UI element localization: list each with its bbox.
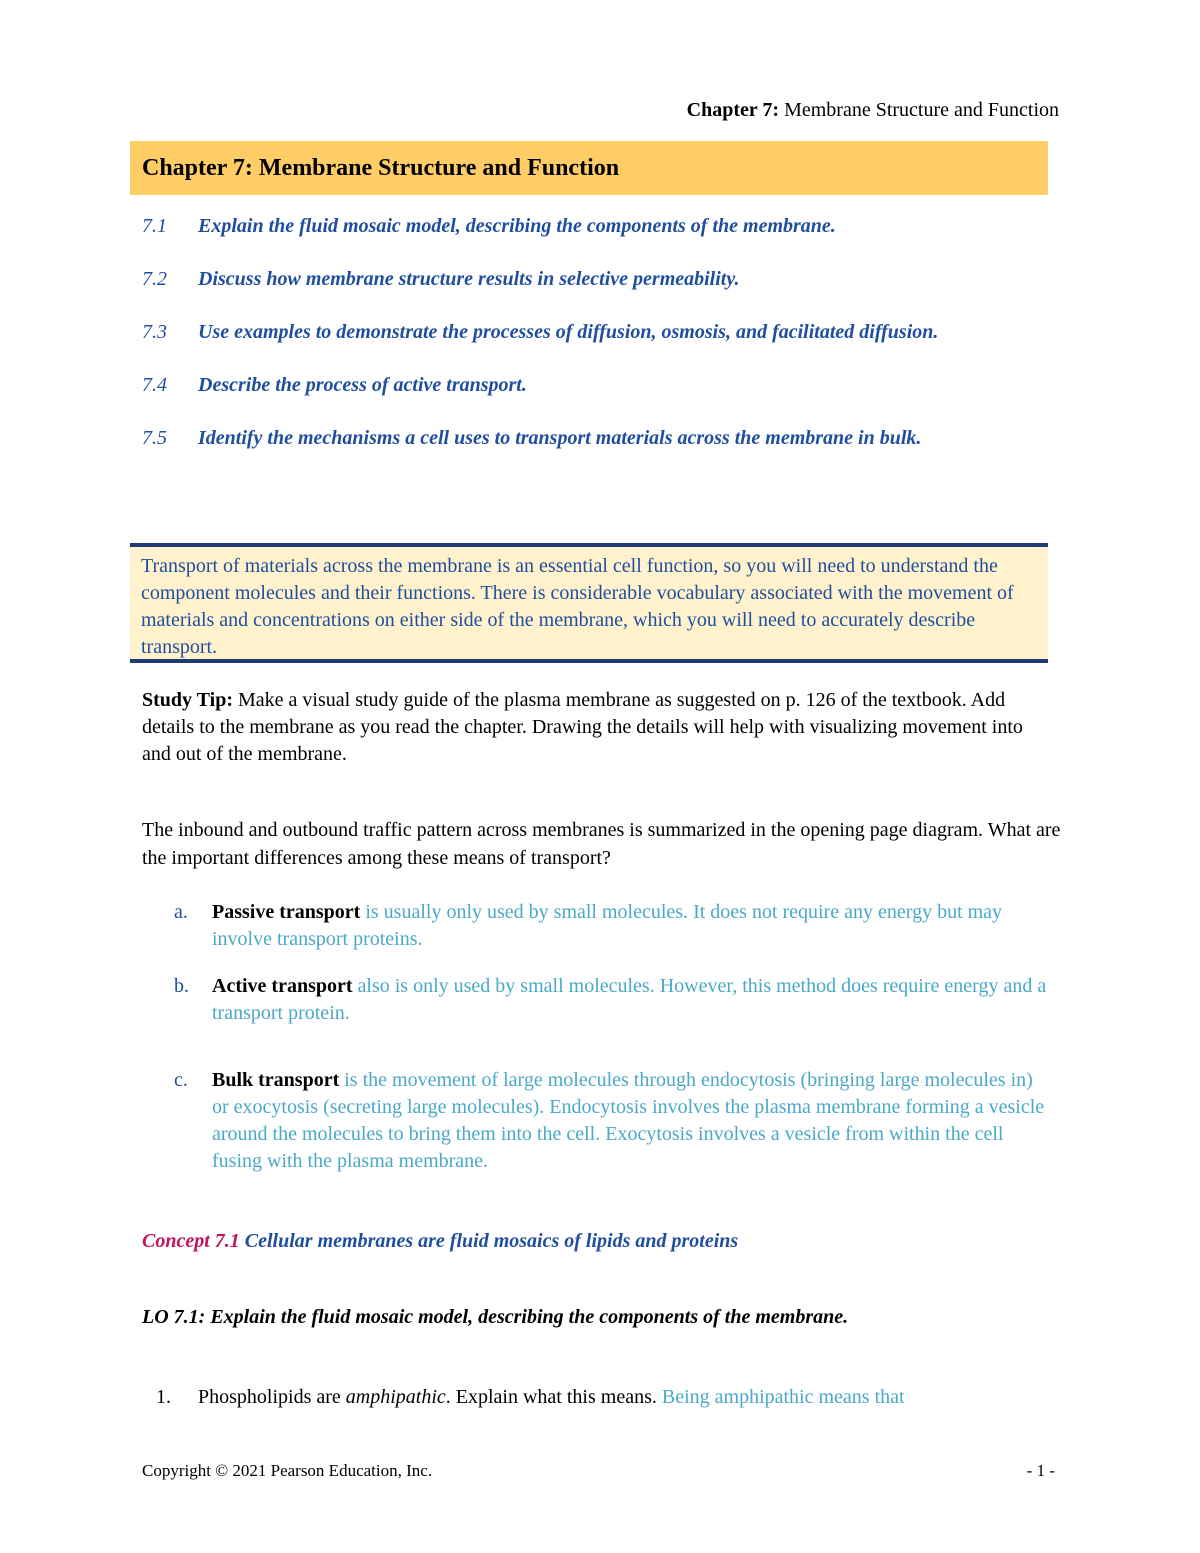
answer-text: is the movement of large molecules through endocytosis (bringing large molecules in) or exocytosis (secreting large molecules). Endocytosis involves the plasma membrane forming a vesicle around the molecules to bring them into the cell. Exocytosis involves a vesicle from within the cell fusing with the plasma membrane. (212, 1069, 1045, 1172)
running-header-title: Membrane Structure and Function (779, 99, 1059, 121)
objective-text: Describe the process of active transport. (198, 374, 527, 396)
objective-item (142, 424, 1062, 452)
answer-text: is usually only used by small molecules. It does not require any energy but may involve transport proteins. (212, 901, 1003, 950)
transport-term: Active transport (212, 975, 353, 997)
question-1 (156, 1384, 1056, 1411)
question-suffix: . Explain what this means. (445, 1386, 662, 1408)
intro-text: The inbound and outbound traffic pattern across membranes is summarized in the opening page diagram. What are the important differences among these means of transport? (142, 819, 1061, 869)
list-letter: a. (174, 901, 188, 923)
study-tip-text: Make a visual study guide of the plasma membrane as suggested on p. 126 of the textbook. Add details to the membrane as you read the chapter. Drawing the details will help with visualizing movement into and out of the membrane. (142, 689, 1023, 765)
objective-number: 7.3 (142, 321, 167, 343)
question-term: amphipathic (345, 1386, 446, 1408)
learning-objective-heading (142, 1306, 848, 1329)
list-letter: c. (174, 1069, 188, 1091)
objective-text: Use examples to demonstrate the processes of diffusion, osmosis, and facilitated diffusion. (198, 321, 939, 343)
concept-heading (142, 1230, 738, 1253)
chapter-title: Chapter 7: Membrane Structure and Function (142, 154, 620, 181)
answer-text: also is only used by small molecules. However, this method does require energy and a transport protein. (212, 975, 1047, 1024)
footer-copyright: Copyright © 2021 Pearson Education, Inc. (142, 1461, 433, 1480)
overview-callout (130, 543, 1048, 663)
concept-title: Cellular membranes are fluid mosaics of lipids and proteins (239, 1230, 739, 1252)
objective-text: Discuss how membrane structure results in selective permeability. (198, 268, 740, 290)
question-number: 1. (156, 1386, 171, 1408)
answer-text: Being amphipathic means that (661, 1386, 905, 1408)
objective-item (142, 318, 1062, 346)
objective-number: 7.4 (142, 374, 167, 396)
lo-text: LO 7.1: Explain the fluid mosaic model, describing the components of the membrane. (142, 1306, 849, 1328)
list-letter: b. (174, 975, 189, 997)
callout-text: Transport of materials across the membrane is an essential cell function, so you will need to understand the component molecules and their functions. There is considerable vocabulary associated with the movement of materials and concentrations on either side of the membrane, which you will need to accurately describe transport. (141, 555, 1014, 658)
transport-item-active (174, 973, 1054, 1027)
question-prefix: Phospholipids are (198, 1386, 346, 1408)
running-header (687, 99, 1059, 122)
objective-number: 7.2 (142, 268, 167, 290)
transport-term: Passive transport (212, 901, 361, 923)
intro-paragraph (142, 816, 1062, 872)
study-tip-label: Study Tip: (142, 689, 233, 711)
transport-item-passive (174, 899, 1054, 953)
objective-item (142, 265, 1062, 293)
objective-number: 7.5 (142, 427, 167, 449)
footer-page-number: - 1 - (1026, 1461, 1055, 1480)
concept-label: Concept 7.1 (142, 1230, 240, 1252)
learning-objectives-list (142, 212, 1062, 477)
objective-text: Identify the mechanisms a cell uses to transport materials across the membrane in bulk. (198, 427, 922, 449)
transport-item-bulk (174, 1067, 1054, 1175)
objective-number: 7.1 (142, 215, 167, 237)
objective-item (142, 212, 1062, 240)
objective-text: Explain the fluid mosaic model, describing the components of the membrane. (198, 215, 836, 237)
chapter-title-banner (130, 141, 1048, 195)
study-tip (142, 687, 1042, 768)
running-header-chapter-label: Chapter 7: (686, 99, 780, 121)
objective-item (142, 371, 1062, 399)
transport-term: Bulk transport (212, 1069, 340, 1091)
